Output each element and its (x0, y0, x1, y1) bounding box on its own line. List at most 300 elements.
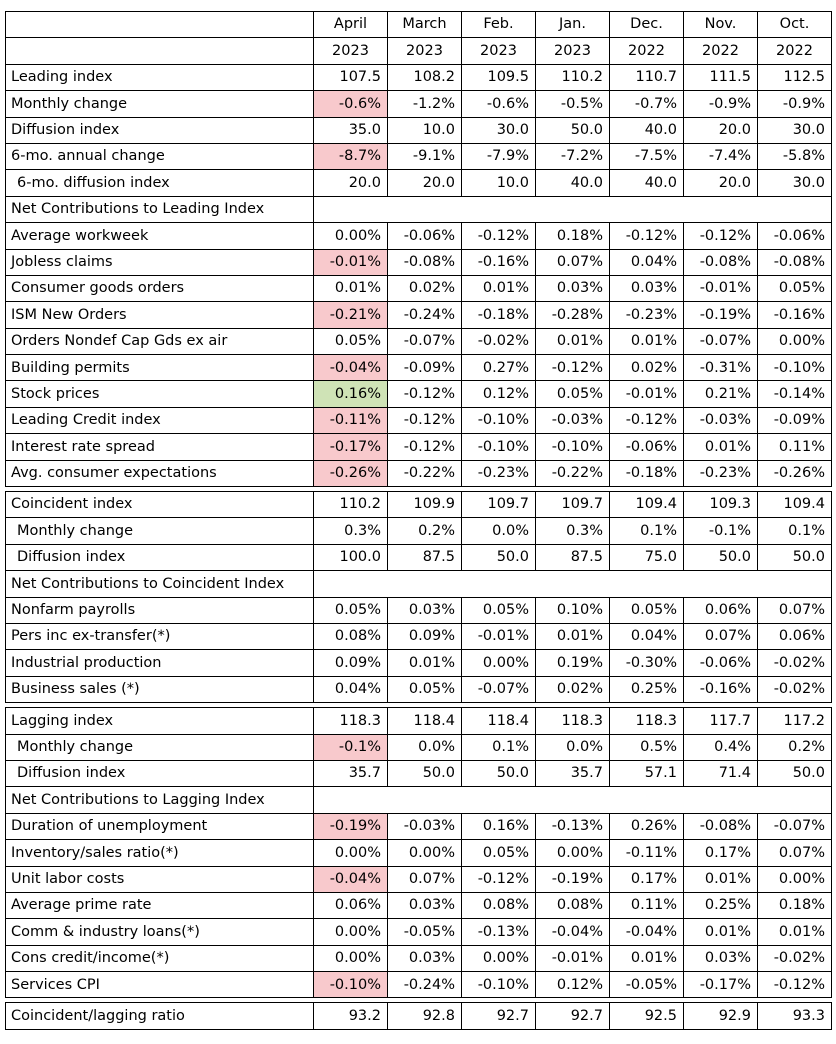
row-label: Monthly change (6, 518, 314, 544)
header-row-years (6, 38, 832, 64)
row-label: Stock prices (6, 381, 314, 407)
value-cell: 0.10% (536, 597, 610, 623)
value-cell: -0.11% (610, 840, 684, 866)
value-cell: -0.12% (758, 972, 832, 998)
value-cell: 10.0 (462, 170, 536, 196)
table-row (6, 734, 832, 760)
column-header-year: 2022 (610, 38, 684, 64)
row-label: Nonfarm payrolls (6, 597, 314, 623)
value-cell: 109.3 (684, 492, 758, 518)
section-header-row (6, 196, 832, 222)
table-row (6, 407, 832, 433)
value-cell: -0.01% (462, 623, 536, 649)
value-cell: 40.0 (536, 170, 610, 196)
value-cell: 0.5% (610, 734, 684, 760)
table-row (6, 597, 832, 623)
value-cell: -0.23% (684, 460, 758, 486)
value-cell: 0.3% (536, 518, 610, 544)
value-cell: -0.22% (388, 460, 462, 486)
value-cell: 50.0 (462, 760, 536, 786)
value-cell: 0.0% (388, 734, 462, 760)
value-cell: -0.7% (610, 91, 684, 117)
value-cell: -0.24% (388, 302, 462, 328)
row-label: Business sales (*) (6, 676, 314, 702)
value-cell: 0.0% (536, 734, 610, 760)
value-cell: -0.10% (758, 355, 832, 381)
indicators-table-container (5, 11, 832, 1030)
table-row (6, 623, 832, 649)
value-cell: -0.17% (314, 434, 388, 460)
value-cell: 0.05% (536, 381, 610, 407)
table-row (6, 676, 832, 702)
value-cell: -0.02% (758, 945, 832, 971)
value-cell: 92.8 (388, 1003, 462, 1029)
row-label: 6-mo. diffusion index (6, 170, 314, 196)
value-cell: -0.04% (536, 919, 610, 945)
column-header-month: Jan. (536, 12, 610, 38)
value-cell: 109.4 (758, 492, 832, 518)
row-label: Diffusion index (6, 117, 314, 143)
value-cell: 0.16% (462, 813, 536, 839)
row-label: Leading Credit index (6, 407, 314, 433)
value-cell: 0.03% (388, 892, 462, 918)
value-cell: -7.2% (536, 143, 610, 169)
value-cell: 0.0% (462, 518, 536, 544)
value-cell: 0.07% (684, 623, 758, 649)
column-header-year: 2023 (314, 38, 388, 64)
value-cell: 0.00% (536, 840, 610, 866)
value-cell: 10.0 (388, 117, 462, 143)
value-cell: -0.28% (536, 302, 610, 328)
value-cell: 118.3 (536, 708, 610, 734)
row-label: Diffusion index (6, 544, 314, 570)
table-row (6, 813, 832, 839)
row-label: Orders Nondef Cap Gds ex air (6, 328, 314, 354)
value-cell: -0.24% (388, 972, 462, 998)
row-label: ISM New Orders (6, 302, 314, 328)
section-header-label: Net Contributions to Lagging Index (6, 787, 314, 813)
value-cell: -0.16% (684, 676, 758, 702)
value-cell: 50.0 (758, 544, 832, 570)
value-cell: -9.1% (388, 143, 462, 169)
table-row (6, 650, 832, 676)
value-cell: -1.2% (388, 91, 462, 117)
value-cell: 0.01% (610, 945, 684, 971)
value-cell: 50.0 (684, 544, 758, 570)
value-cell: -8.7% (314, 143, 388, 169)
value-cell: 0.05% (610, 597, 684, 623)
row-label: Industrial production (6, 650, 314, 676)
value-cell: 40.0 (610, 117, 684, 143)
value-cell: 0.2% (388, 518, 462, 544)
table-row (6, 460, 832, 486)
table-row (6, 143, 832, 169)
value-cell: -0.10% (462, 972, 536, 998)
table-row (6, 355, 832, 381)
value-cell: 0.4% (684, 734, 758, 760)
value-cell: -0.09% (388, 355, 462, 381)
value-cell: -0.07% (462, 676, 536, 702)
value-cell: 118.3 (610, 708, 684, 734)
value-cell: 57.1 (610, 760, 684, 786)
value-cell: -0.21% (314, 302, 388, 328)
value-cell: 0.00% (758, 328, 832, 354)
value-cell: -0.01% (536, 945, 610, 971)
value-cell: 0.02% (610, 355, 684, 381)
value-cell: 0.18% (758, 892, 832, 918)
column-header-month: Feb. (462, 12, 536, 38)
row-label: Unit labor costs (6, 866, 314, 892)
value-cell: -0.02% (462, 328, 536, 354)
table-row (6, 866, 832, 892)
value-cell: 0.12% (462, 381, 536, 407)
value-cell: 100.0 (314, 544, 388, 570)
value-cell: -0.16% (758, 302, 832, 328)
value-cell: 0.03% (684, 945, 758, 971)
value-cell: 0.03% (388, 597, 462, 623)
value-cell: 50.0 (388, 760, 462, 786)
value-cell: 0.06% (314, 892, 388, 918)
row-label: Interest rate spread (6, 434, 314, 460)
value-cell: -0.22% (536, 460, 610, 486)
value-cell: 75.0 (610, 544, 684, 570)
value-cell: 30.0 (758, 170, 832, 196)
table-row (6, 840, 832, 866)
column-header-year: 2023 (462, 38, 536, 64)
value-cell: 0.05% (314, 597, 388, 623)
value-cell: 93.2 (314, 1003, 388, 1029)
economic-indicators-table (5, 11, 832, 1030)
value-cell: 0.11% (610, 892, 684, 918)
section-header-blank (314, 196, 832, 222)
section-header-row (6, 787, 832, 813)
value-cell: 20.0 (684, 170, 758, 196)
value-cell: 110.7 (610, 64, 684, 90)
value-cell: 0.1% (758, 518, 832, 544)
value-cell: -0.19% (684, 302, 758, 328)
row-label: Diffusion index (6, 760, 314, 786)
value-cell: 50.0 (758, 760, 832, 786)
value-cell: -0.08% (684, 813, 758, 839)
column-header-month: Dec. (610, 12, 684, 38)
value-cell: -0.10% (462, 407, 536, 433)
value-cell: 112.5 (758, 64, 832, 90)
value-cell: 0.05% (462, 597, 536, 623)
value-cell: 0.07% (536, 249, 610, 275)
value-cell: -0.18% (462, 302, 536, 328)
value-cell: 0.1% (610, 518, 684, 544)
value-cell: 0.01% (388, 650, 462, 676)
value-cell: 109.7 (462, 492, 536, 518)
section-header-blank (314, 787, 832, 813)
value-cell: 118.3 (314, 708, 388, 734)
value-cell: -0.26% (758, 460, 832, 486)
value-cell: 87.5 (388, 544, 462, 570)
value-cell: -0.9% (758, 91, 832, 117)
column-header-year: 2022 (758, 38, 832, 64)
column-header-year: 2022 (684, 38, 758, 64)
value-cell: 0.2% (758, 734, 832, 760)
value-cell: 93.3 (758, 1003, 832, 1029)
value-cell: 0.05% (758, 275, 832, 301)
value-cell: 40.0 (610, 170, 684, 196)
row-label: Jobless claims (6, 249, 314, 275)
table-row (6, 1003, 832, 1029)
value-cell: 0.09% (314, 650, 388, 676)
value-cell: 35.7 (314, 760, 388, 786)
table-body (6, 12, 832, 1030)
section-header-blank (314, 571, 832, 597)
table-row (6, 91, 832, 117)
value-cell: 0.00% (388, 840, 462, 866)
value-cell: -0.04% (610, 919, 684, 945)
value-cell: 0.16% (314, 381, 388, 407)
value-cell: 0.01% (536, 328, 610, 354)
row-label: Services CPI (6, 972, 314, 998)
table-row (6, 492, 832, 518)
value-cell: -0.18% (610, 460, 684, 486)
value-cell: 0.19% (536, 650, 610, 676)
value-cell: 0.04% (314, 676, 388, 702)
value-cell: 0.01% (684, 434, 758, 460)
value-cell: 0.11% (758, 434, 832, 460)
value-cell: -0.01% (684, 275, 758, 301)
value-cell: -0.6% (462, 91, 536, 117)
value-cell: 20.0 (684, 117, 758, 143)
header-corner (6, 38, 314, 64)
value-cell: 0.05% (314, 328, 388, 354)
value-cell: 0.01% (314, 275, 388, 301)
value-cell: -0.9% (684, 91, 758, 117)
row-label: Cons credit/income(*) (6, 945, 314, 971)
value-cell: -0.06% (610, 434, 684, 460)
value-cell: -0.02% (758, 676, 832, 702)
value-cell: 0.03% (388, 945, 462, 971)
value-cell: 92.7 (536, 1003, 610, 1029)
value-cell: 35.0 (314, 117, 388, 143)
value-cell: -0.23% (462, 460, 536, 486)
value-cell: 0.08% (536, 892, 610, 918)
value-cell: 109.4 (610, 492, 684, 518)
value-cell: 109.7 (536, 492, 610, 518)
value-cell: 0.3% (314, 518, 388, 544)
value-cell: -0.12% (610, 223, 684, 249)
value-cell: -0.13% (536, 813, 610, 839)
value-cell: 109.5 (462, 64, 536, 90)
value-cell: 0.01% (684, 919, 758, 945)
value-cell: -0.01% (610, 381, 684, 407)
row-label: Avg. consumer expectations (6, 460, 314, 486)
value-cell: 0.25% (610, 676, 684, 702)
table-row (6, 328, 832, 354)
value-cell: 0.00% (462, 945, 536, 971)
value-cell: -0.19% (536, 866, 610, 892)
value-cell: 50.0 (536, 117, 610, 143)
value-cell: 0.00% (462, 650, 536, 676)
value-cell: 0.26% (610, 813, 684, 839)
value-cell: -0.04% (314, 866, 388, 892)
row-label: Building permits (6, 355, 314, 381)
value-cell: 0.02% (388, 275, 462, 301)
value-cell: -7.5% (610, 143, 684, 169)
value-cell: 0.00% (314, 840, 388, 866)
value-cell: -0.12% (388, 434, 462, 460)
value-cell: 109.9 (388, 492, 462, 518)
header-row-months (6, 12, 832, 38)
value-cell: 117.2 (758, 708, 832, 734)
value-cell: 0.21% (684, 381, 758, 407)
value-cell: 0.01% (462, 275, 536, 301)
value-cell: 0.01% (684, 866, 758, 892)
value-cell: 0.06% (684, 597, 758, 623)
value-cell: -0.10% (536, 434, 610, 460)
value-cell: 108.2 (388, 64, 462, 90)
table-row (6, 892, 832, 918)
value-cell: -0.11% (314, 407, 388, 433)
value-cell: -0.07% (758, 813, 832, 839)
value-cell: 0.00% (314, 919, 388, 945)
column-header-month: Nov. (684, 12, 758, 38)
value-cell: 92.5 (610, 1003, 684, 1029)
value-cell: 0.00% (314, 945, 388, 971)
value-cell: -0.26% (314, 460, 388, 486)
value-cell: 0.00% (314, 223, 388, 249)
value-cell: -0.13% (462, 919, 536, 945)
row-label: Average workweek (6, 223, 314, 249)
table-row (6, 434, 832, 460)
value-cell: 0.17% (684, 840, 758, 866)
value-cell: 110.2 (314, 492, 388, 518)
header-corner (6, 12, 314, 38)
value-cell: 35.7 (536, 760, 610, 786)
value-cell: 0.09% (388, 623, 462, 649)
value-cell: 118.4 (388, 708, 462, 734)
row-label: 6-mo. annual change (6, 143, 314, 169)
table-row (6, 275, 832, 301)
value-cell: -0.1% (684, 518, 758, 544)
value-cell: 0.08% (462, 892, 536, 918)
value-cell: 0.01% (610, 328, 684, 354)
value-cell: 0.04% (610, 249, 684, 275)
value-cell: -0.23% (610, 302, 684, 328)
value-cell: -0.08% (684, 249, 758, 275)
value-cell: 92.9 (684, 1003, 758, 1029)
value-cell: -0.08% (758, 249, 832, 275)
value-cell: 0.17% (610, 866, 684, 892)
row-label: Inventory/sales ratio(*) (6, 840, 314, 866)
column-header-year: 2023 (536, 38, 610, 64)
value-cell: -0.04% (314, 355, 388, 381)
row-label: Comm & industry loans(*) (6, 919, 314, 945)
row-label: Coincident index (6, 492, 314, 518)
table-row (6, 544, 832, 570)
row-label: Lagging index (6, 708, 314, 734)
table-row (6, 117, 832, 143)
value-cell: 0.05% (462, 840, 536, 866)
section-header-label: Net Contributions to Leading Index (6, 196, 314, 222)
value-cell: -0.5% (536, 91, 610, 117)
table-row (6, 249, 832, 275)
value-cell: 0.25% (684, 892, 758, 918)
table-row (6, 302, 832, 328)
value-cell: 30.0 (758, 117, 832, 143)
value-cell: -7.4% (684, 143, 758, 169)
value-cell: -0.05% (610, 972, 684, 998)
value-cell: -0.31% (684, 355, 758, 381)
row-label: Consumer goods orders (6, 275, 314, 301)
value-cell: -0.6% (314, 91, 388, 117)
value-cell: -0.06% (684, 650, 758, 676)
column-header-month: April (314, 12, 388, 38)
value-cell: -0.09% (758, 407, 832, 433)
row-label: Duration of unemployment (6, 813, 314, 839)
value-cell: -0.06% (758, 223, 832, 249)
value-cell: 20.0 (314, 170, 388, 196)
value-cell: 87.5 (536, 544, 610, 570)
value-cell: -0.12% (462, 223, 536, 249)
section-header-label: Net Contributions to Coincident Index (6, 571, 314, 597)
value-cell: 0.07% (758, 840, 832, 866)
row-label: Leading index (6, 64, 314, 90)
column-header-month: March (388, 12, 462, 38)
value-cell: -0.16% (462, 249, 536, 275)
value-cell: 30.0 (462, 117, 536, 143)
value-cell: -0.07% (388, 328, 462, 354)
value-cell: -0.10% (314, 972, 388, 998)
value-cell: -0.03% (684, 407, 758, 433)
value-cell: 111.5 (684, 64, 758, 90)
value-cell: 0.03% (610, 275, 684, 301)
value-cell: -0.12% (536, 355, 610, 381)
value-cell: 0.05% (388, 676, 462, 702)
value-cell: 0.01% (536, 623, 610, 649)
row-label: Monthly change (6, 734, 314, 760)
value-cell: -0.1% (314, 734, 388, 760)
row-label: Pers inc ex-transfer(*) (6, 623, 314, 649)
value-cell: 110.2 (536, 64, 610, 90)
value-cell: -0.02% (758, 650, 832, 676)
table-row (6, 708, 832, 734)
value-cell: 0.07% (758, 597, 832, 623)
value-cell: 0.08% (314, 623, 388, 649)
value-cell: -0.14% (758, 381, 832, 407)
value-cell: 71.4 (684, 760, 758, 786)
value-cell: -0.17% (684, 972, 758, 998)
value-cell: -0.12% (388, 407, 462, 433)
table-row (6, 760, 832, 786)
value-cell: -5.8% (758, 143, 832, 169)
value-cell: 0.02% (536, 676, 610, 702)
table-row (6, 972, 832, 998)
value-cell: -0.12% (684, 223, 758, 249)
value-cell: 118.4 (462, 708, 536, 734)
value-cell: -0.06% (388, 223, 462, 249)
table-row (6, 64, 832, 90)
value-cell: -7.9% (462, 143, 536, 169)
value-cell: -0.05% (388, 919, 462, 945)
value-cell: 0.01% (758, 919, 832, 945)
value-cell: 0.00% (758, 866, 832, 892)
table-row (6, 170, 832, 196)
value-cell: -0.12% (462, 866, 536, 892)
table-row (6, 919, 832, 945)
value-cell: 92.7 (462, 1003, 536, 1029)
value-cell: -0.30% (610, 650, 684, 676)
value-cell: 0.06% (758, 623, 832, 649)
value-cell: 0.03% (536, 275, 610, 301)
table-row (6, 381, 832, 407)
column-header-year: 2023 (388, 38, 462, 64)
